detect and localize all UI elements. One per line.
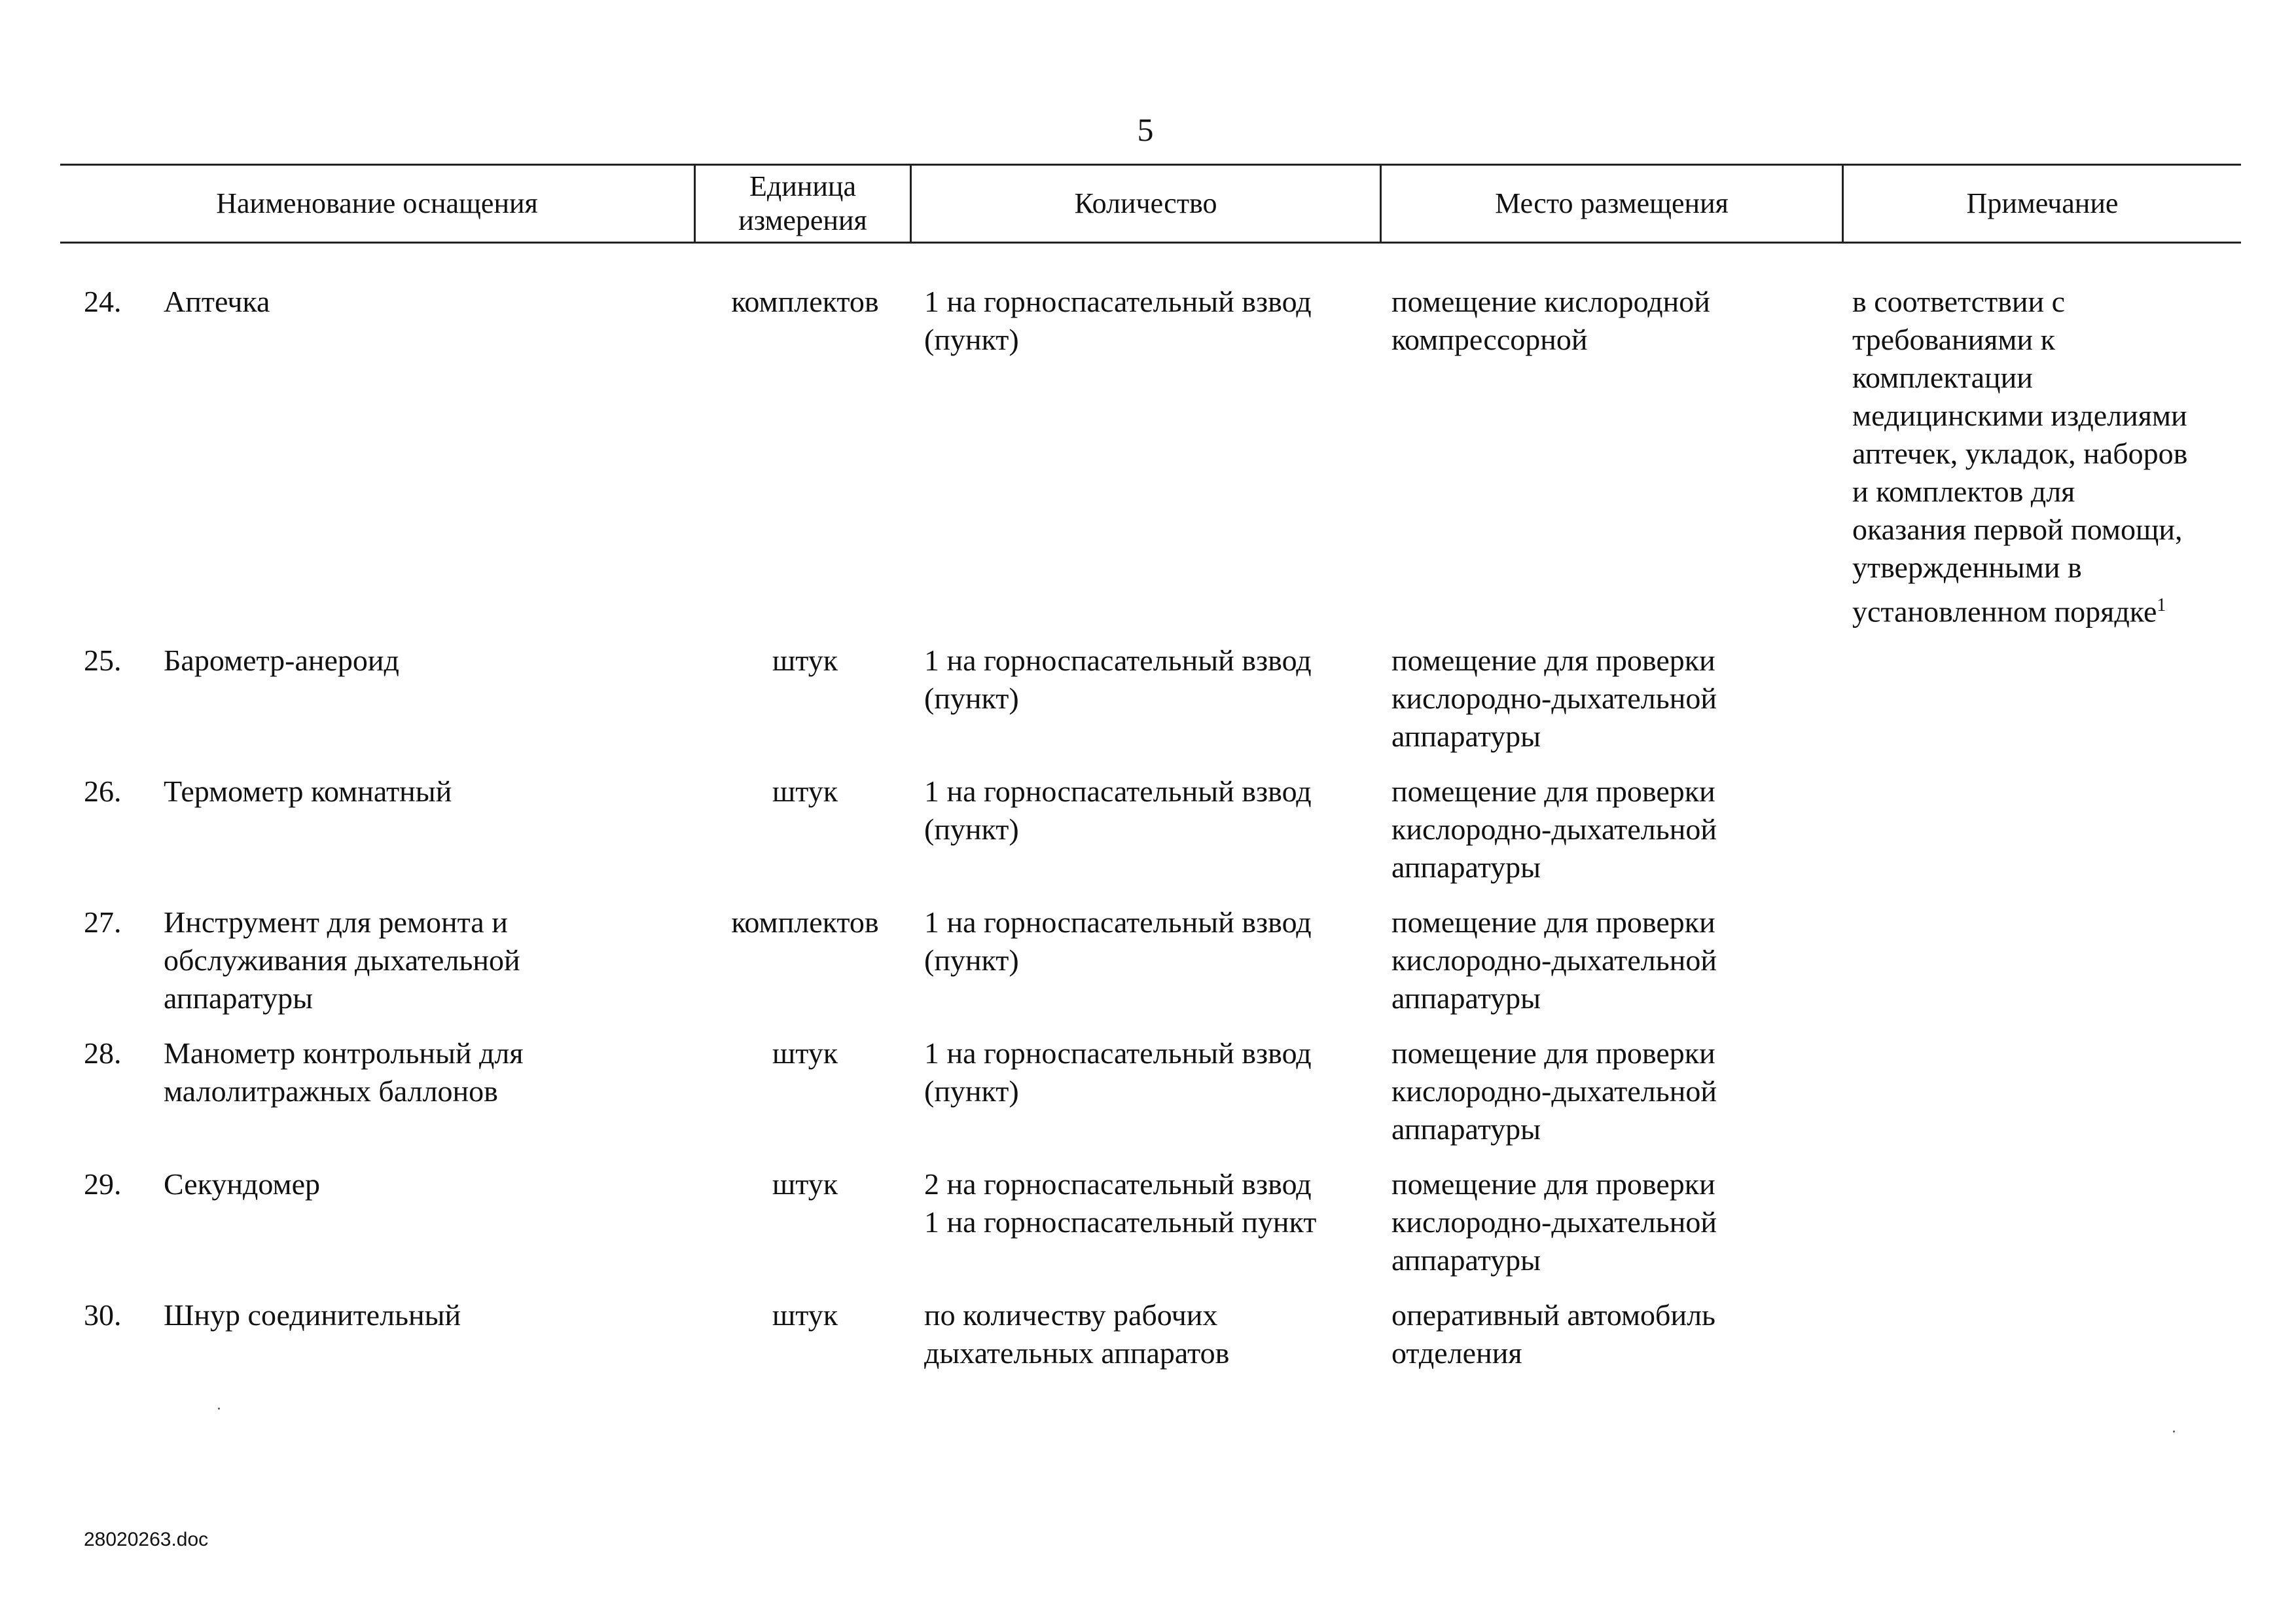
- quantity: 1 на горноспасательный взвод (пункт): [924, 285, 1312, 356]
- equipment-name: Барометр-анероид: [164, 644, 399, 677]
- placement: помещение для проверки кислородно-дыхательной аппаратуры: [1391, 644, 1717, 753]
- header-note: Примечание: [1842, 166, 2241, 242]
- unit-of-measure: штук: [772, 1167, 838, 1201]
- header-unit: Единица измерения: [694, 166, 910, 242]
- quantity: по количеству рабочих дыхательных аппаратов: [924, 1298, 1230, 1370]
- header-placement: Место размещения: [1380, 166, 1842, 242]
- row-number: 26.: [84, 775, 122, 808]
- unit-of-measure: штук: [772, 1298, 838, 1332]
- row-number: 25.: [84, 644, 122, 677]
- scan-speck: [218, 1408, 220, 1410]
- unit-of-measure: комплектов: [731, 285, 879, 318]
- scan-speck: [2173, 1431, 2175, 1432]
- footnote-mark: 1: [2157, 595, 2166, 615]
- quantity: 1 на горноспасательный взвод (пункт): [924, 775, 1312, 846]
- row-number: 30.: [84, 1298, 122, 1332]
- row-number: 27.: [84, 905, 122, 939]
- placement: помещение для проверки кислородно-дыхательной аппаратуры: [1391, 1167, 1717, 1277]
- row-number: 29.: [84, 1167, 122, 1201]
- equipment-name: Аптечка: [164, 285, 270, 318]
- table-header: [60, 164, 2241, 244]
- placement: помещение для проверки кислородно-дыхательной аппаратуры: [1391, 1036, 1717, 1146]
- equipment-name: Секундомер: [164, 1167, 321, 1201]
- placement: помещение для проверки кислородно-дыхательной аппаратуры: [1391, 905, 1717, 1015]
- equipment-name: Термометр комнатный: [164, 775, 452, 808]
- unit-of-measure: комплектов: [731, 905, 879, 939]
- placement: помещение кислородной компрессорной: [1391, 285, 1710, 356]
- row-number: 24.: [84, 285, 122, 318]
- row-number: 28.: [84, 1036, 122, 1070]
- quantity: 1 на горноспасательный взвод (пункт): [924, 905, 1312, 977]
- placement: оперативный автомобиль отделения: [1391, 1298, 1716, 1370]
- quantity: 1 на горноспасательный взвод (пункт): [924, 1036, 1312, 1108]
- quantity: 1 на горноспасательный взвод (пункт): [924, 644, 1312, 715]
- unit-of-measure: штук: [772, 1036, 838, 1070]
- header-quantity: Количество: [910, 166, 1380, 242]
- unit-of-measure: штук: [772, 775, 838, 808]
- page-number: 5: [1137, 111, 1154, 148]
- note-text: в соответствии с требованиями к комплектации медицинскими изделиями аптечек, укладок, наборов и комплектов для оказания первой помощи, утвержденными в установленном порядке: [1852, 285, 2188, 629]
- document-id: 28020263.doc: [84, 1529, 209, 1550]
- equipment-name: Шнур соединительный: [164, 1298, 461, 1332]
- equipment-name: Инструмент для ремонта и обслуживания дыхательной аппаратуры: [164, 905, 520, 1015]
- equipment-name: Манометр контрольный для малолитражных баллонов: [164, 1036, 524, 1108]
- unit-of-measure: штук: [772, 644, 838, 677]
- placement: помещение для проверки кислородно-дыхательной аппаратуры: [1391, 775, 1717, 884]
- header-name: Наименование оснащения: [216, 187, 538, 219]
- quantity: 2 на горноспасательный взвод 1 на горноспасательный пункт: [924, 1167, 1317, 1239]
- note: [1852, 283, 2238, 630]
